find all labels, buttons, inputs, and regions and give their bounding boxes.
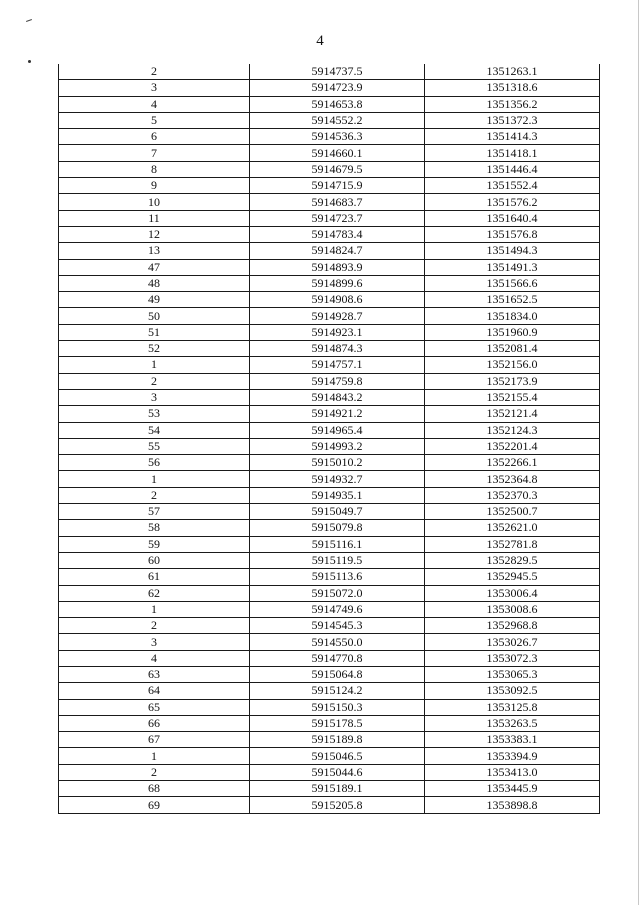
table-row <box>59 178 600 194</box>
table-row <box>59 422 600 438</box>
point-number-cell: 61 <box>59 569 250 585</box>
y-coordinate-cell: 1353413.0 <box>425 764 600 780</box>
y-coordinate-cell: 1351834.0 <box>425 308 600 324</box>
x-coordinate-cell: 5914923.1 <box>250 324 425 340</box>
y-coordinate-cell: 1352781.8 <box>425 536 600 552</box>
x-coordinate-cell: 5914749.6 <box>250 601 425 617</box>
y-coordinate-cell: 1351318.6 <box>425 80 600 96</box>
point-number-cell: 1 <box>59 748 250 764</box>
y-coordinate-cell: 1353065.3 <box>425 666 600 682</box>
y-coordinate-cell: 1352173.9 <box>425 373 600 389</box>
y-coordinate-cell: 1353008.6 <box>425 601 600 617</box>
x-coordinate-cell: 5915189.1 <box>250 781 425 797</box>
table-row <box>59 80 600 96</box>
y-coordinate-cell: 1353263.5 <box>425 715 600 731</box>
table-row <box>59 341 600 357</box>
point-number-cell: 7 <box>59 145 250 161</box>
x-coordinate-cell: 5914715.9 <box>250 178 425 194</box>
point-number-cell: 3 <box>59 634 250 650</box>
table-row <box>59 259 600 275</box>
y-coordinate-cell: 1351494.3 <box>425 243 600 259</box>
table-row <box>59 764 600 780</box>
y-coordinate-cell: 1352081.4 <box>425 341 600 357</box>
x-coordinate-cell: 5914723.7 <box>250 210 425 226</box>
point-number-cell: 67 <box>59 732 250 748</box>
x-coordinate-cell: 5914824.7 <box>250 243 425 259</box>
x-coordinate-cell: 5914965.4 <box>250 422 425 438</box>
point-number-cell: 66 <box>59 715 250 731</box>
point-number-cell: 2 <box>59 618 250 634</box>
x-coordinate-cell: 5914783.4 <box>250 226 425 242</box>
y-coordinate-cell: 1353006.4 <box>425 585 600 601</box>
point-number-cell: 51 <box>59 324 250 340</box>
point-number-cell: 69 <box>59 797 250 813</box>
y-coordinate-cell: 1353445.9 <box>425 781 600 797</box>
y-coordinate-cell: 1352364.8 <box>425 471 600 487</box>
y-coordinate-cell: 1352945.5 <box>425 569 600 585</box>
x-coordinate-cell: 5914928.7 <box>250 308 425 324</box>
table-row <box>59 455 600 471</box>
table-row <box>59 650 600 666</box>
table-row <box>59 161 600 177</box>
point-number-cell: 13 <box>59 243 250 259</box>
table-row <box>59 145 600 161</box>
table-row <box>59 699 600 715</box>
x-coordinate-cell: 5914921.2 <box>250 406 425 422</box>
point-number-cell: 11 <box>59 210 250 226</box>
scan-edge <box>638 0 639 905</box>
point-number-cell: 12 <box>59 226 250 242</box>
x-coordinate-cell: 5914874.3 <box>250 341 425 357</box>
point-number-cell: 68 <box>59 781 250 797</box>
x-coordinate-cell: 5915116.1 <box>250 536 425 552</box>
table-row <box>59 634 600 650</box>
x-coordinate-cell: 5914552.2 <box>250 112 425 128</box>
point-number-cell: 55 <box>59 438 250 454</box>
scan-mark <box>26 19 32 22</box>
x-coordinate-cell: 5915150.3 <box>250 699 425 715</box>
table-row <box>59 748 600 764</box>
table-row <box>59 552 600 568</box>
x-coordinate-cell: 5914759.8 <box>250 373 425 389</box>
table-row <box>59 569 600 585</box>
x-coordinate-cell: 5915010.2 <box>250 455 425 471</box>
table-row <box>59 471 600 487</box>
y-coordinate-cell: 1351552.4 <box>425 178 600 194</box>
point-number-cell: 48 <box>59 275 250 291</box>
table-row <box>59 308 600 324</box>
y-coordinate-cell: 1352201.4 <box>425 438 600 454</box>
table-row <box>59 781 600 797</box>
table-row <box>59 64 600 80</box>
point-number-cell: 2 <box>59 64 250 80</box>
x-coordinate-cell: 5914932.7 <box>250 471 425 487</box>
table-row <box>59 536 600 552</box>
y-coordinate-cell: 1351446.4 <box>425 161 600 177</box>
y-coordinate-cell: 1352968.8 <box>425 618 600 634</box>
x-coordinate-cell: 5914757.1 <box>250 357 425 373</box>
table-row <box>59 275 600 291</box>
point-number-cell: 53 <box>59 406 250 422</box>
x-coordinate-cell: 5915178.5 <box>250 715 425 731</box>
point-number-cell: 4 <box>59 650 250 666</box>
point-number-cell: 62 <box>59 585 250 601</box>
table-row <box>59 129 600 145</box>
point-number-cell: 57 <box>59 504 250 520</box>
point-number-cell: 64 <box>59 683 250 699</box>
y-coordinate-cell: 1352621.0 <box>425 520 600 536</box>
y-coordinate-cell: 1351491.3 <box>425 259 600 275</box>
y-coordinate-cell: 1352829.5 <box>425 552 600 568</box>
x-coordinate-cell: 5914893.9 <box>250 259 425 275</box>
x-coordinate-cell: 5915205.8 <box>250 797 425 813</box>
x-coordinate-cell: 5914908.6 <box>250 292 425 308</box>
y-coordinate-cell: 1351576.8 <box>425 226 600 242</box>
point-number-cell: 58 <box>59 520 250 536</box>
table-row <box>59 292 600 308</box>
y-coordinate-cell: 1351576.2 <box>425 194 600 210</box>
table-row <box>59 683 600 699</box>
y-coordinate-cell: 1352156.0 <box>425 357 600 373</box>
y-coordinate-cell: 1351640.4 <box>425 210 600 226</box>
table-row <box>59 389 600 405</box>
table-row <box>59 96 600 112</box>
point-number-cell: 59 <box>59 536 250 552</box>
point-number-cell: 60 <box>59 552 250 568</box>
table-row <box>59 373 600 389</box>
point-number-cell: 47 <box>59 259 250 275</box>
x-coordinate-cell: 5914545.3 <box>250 618 425 634</box>
x-coordinate-cell: 5915119.5 <box>250 552 425 568</box>
x-coordinate-cell: 5914660.1 <box>250 145 425 161</box>
point-number-cell: 3 <box>59 80 250 96</box>
x-coordinate-cell: 5914683.7 <box>250 194 425 210</box>
y-coordinate-cell: 1352370.3 <box>425 487 600 503</box>
x-coordinate-cell: 5914653.8 <box>250 96 425 112</box>
scan-dot <box>28 60 31 63</box>
x-coordinate-cell: 5914550.0 <box>250 634 425 650</box>
point-number-cell: 54 <box>59 422 250 438</box>
point-number-cell: 8 <box>59 161 250 177</box>
point-number-cell: 5 <box>59 112 250 128</box>
point-number-cell: 49 <box>59 292 250 308</box>
x-coordinate-cell: 5914993.2 <box>250 438 425 454</box>
point-number-cell: 9 <box>59 178 250 194</box>
table-row <box>59 504 600 520</box>
point-number-cell: 4 <box>59 96 250 112</box>
x-coordinate-cell: 5914737.5 <box>250 64 425 80</box>
y-coordinate-cell: 1352155.4 <box>425 389 600 405</box>
point-number-cell: 63 <box>59 666 250 682</box>
y-coordinate-cell: 1351960.9 <box>425 324 600 340</box>
point-number-cell: 65 <box>59 699 250 715</box>
y-coordinate-cell: 1353072.3 <box>425 650 600 666</box>
y-coordinate-cell: 1351652.5 <box>425 292 600 308</box>
table-row <box>59 487 600 503</box>
table-row <box>59 210 600 226</box>
table-row <box>59 243 600 259</box>
point-number-cell: 2 <box>59 373 250 389</box>
table-row <box>59 438 600 454</box>
table-row <box>59 585 600 601</box>
table-row <box>59 194 600 210</box>
x-coordinate-cell: 5915124.2 <box>250 683 425 699</box>
table-row <box>59 406 600 422</box>
table-row <box>59 112 600 128</box>
x-coordinate-cell: 5915079.8 <box>250 520 425 536</box>
table-row <box>59 732 600 748</box>
table-row <box>59 797 600 813</box>
x-coordinate-cell: 5915189.8 <box>250 732 425 748</box>
y-coordinate-cell: 1351418.1 <box>425 145 600 161</box>
table-row <box>59 601 600 617</box>
point-number-cell: 10 <box>59 194 250 210</box>
x-coordinate-cell: 5914723.9 <box>250 80 425 96</box>
x-coordinate-cell: 5914536.3 <box>250 129 425 145</box>
table-row <box>59 226 600 242</box>
table-row <box>59 357 600 373</box>
table-row <box>59 715 600 731</box>
x-coordinate-cell: 5914899.6 <box>250 275 425 291</box>
x-coordinate-cell: 5915046.5 <box>250 748 425 764</box>
x-coordinate-cell: 5915049.7 <box>250 504 425 520</box>
point-number-cell: 1 <box>59 357 250 373</box>
x-coordinate-cell: 5914679.5 <box>250 161 425 177</box>
point-number-cell: 6 <box>59 129 250 145</box>
x-coordinate-cell: 5914770.8 <box>250 650 425 666</box>
x-coordinate-cell: 5915072.0 <box>250 585 425 601</box>
y-coordinate-cell: 1351566.6 <box>425 275 600 291</box>
table-row <box>59 666 600 682</box>
point-number-cell: 1 <box>59 471 250 487</box>
x-coordinate-cell: 5915064.8 <box>250 666 425 682</box>
table-row <box>59 520 600 536</box>
table-row <box>59 618 600 634</box>
point-number-cell: 2 <box>59 764 250 780</box>
x-coordinate-cell: 5914843.2 <box>250 389 425 405</box>
y-coordinate-cell: 1353092.5 <box>425 683 600 699</box>
y-coordinate-cell: 1353026.7 <box>425 634 600 650</box>
y-coordinate-cell: 1352121.4 <box>425 406 600 422</box>
x-coordinate-cell: 5915113.6 <box>250 569 425 585</box>
y-coordinate-cell: 1351263.1 <box>425 64 600 80</box>
point-number-cell: 2 <box>59 487 250 503</box>
y-coordinate-cell: 1351414.3 <box>425 129 600 145</box>
coordinates-table <box>58 64 600 814</box>
y-coordinate-cell: 1351372.3 <box>425 112 600 128</box>
point-number-cell: 56 <box>59 455 250 471</box>
page-number: 4 <box>316 33 324 49</box>
y-coordinate-cell: 1351356.2 <box>425 96 600 112</box>
y-coordinate-cell: 1352124.3 <box>425 422 600 438</box>
y-coordinate-cell: 1353383.1 <box>425 732 600 748</box>
table-row <box>59 324 600 340</box>
point-number-cell: 3 <box>59 389 250 405</box>
x-coordinate-cell: 5914935.1 <box>250 487 425 503</box>
y-coordinate-cell: 1353125.8 <box>425 699 600 715</box>
y-coordinate-cell: 1352500.7 <box>425 504 600 520</box>
point-number-cell: 1 <box>59 601 250 617</box>
coordinates-table-body <box>59 64 600 813</box>
y-coordinate-cell: 1352266.1 <box>425 455 600 471</box>
y-coordinate-cell: 1353394.9 <box>425 748 600 764</box>
x-coordinate-cell: 5915044.6 <box>250 764 425 780</box>
y-coordinate-cell: 1353898.8 <box>425 797 600 813</box>
point-number-cell: 50 <box>59 308 250 324</box>
point-number-cell: 52 <box>59 341 250 357</box>
